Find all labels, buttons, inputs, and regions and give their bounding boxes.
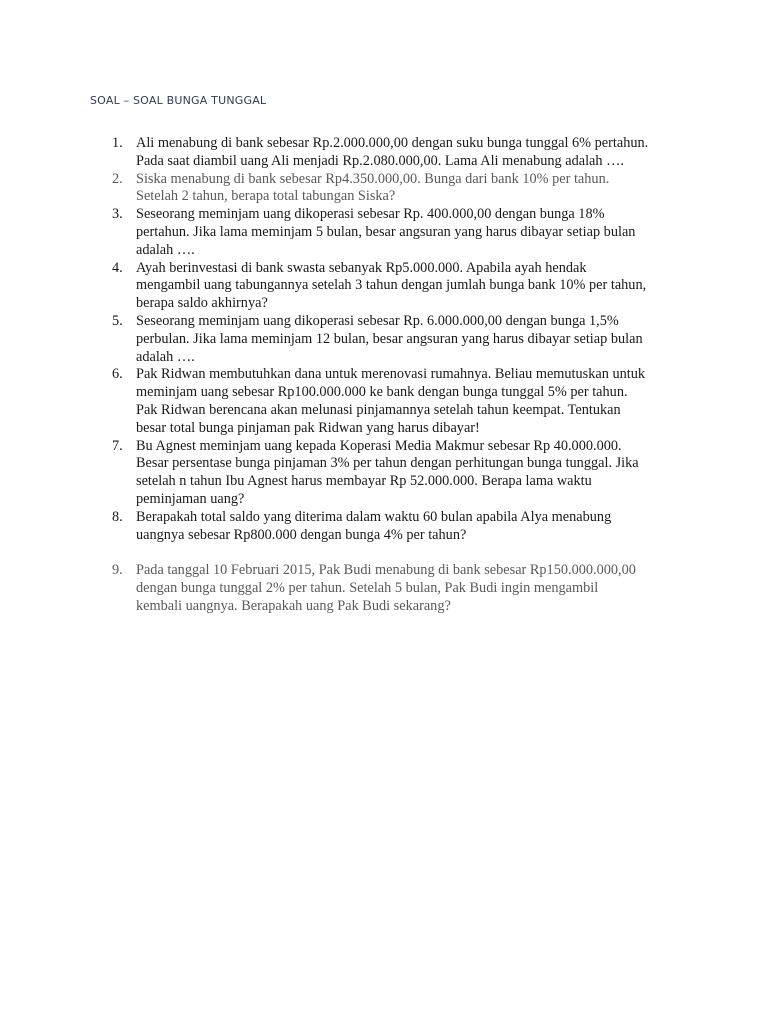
question-7 xyxy=(90,438,690,509)
question-text-line: peminjaman uang? xyxy=(136,490,245,507)
question-9 xyxy=(90,562,690,615)
question-3 xyxy=(90,206,690,259)
question-text-line: Ali menabung di bank sebesar Rp.2.000.000,00 dengan suku bunga tunggal 6% pertahun. xyxy=(136,135,649,151)
question-text-line: Pak Ridwan berencana akan melunasi pinjamannya setelah tahun keempat. Tentukan xyxy=(136,401,621,418)
question-text-line: Pak Ridwan membutuhkan dana untuk merenovasi rumahnya. Beliau memutuskan untuk xyxy=(136,366,646,383)
question-2 xyxy=(90,171,690,207)
question-number: 5. xyxy=(112,312,123,329)
question-number: 7. xyxy=(112,437,123,454)
question-8 xyxy=(90,509,690,545)
question-number: 4. xyxy=(112,259,123,276)
question-text-line: perbulan. Jika lama meminjam 12 bulan, besar angsuran yang harus dibayar setiap bulan xyxy=(136,330,643,347)
question-number: 1. xyxy=(112,135,123,151)
question-text-line: Seseorang meminjam uang dikoperasi sebesar Rp. 6.000.000,00 dengan bunga 1,5% xyxy=(136,312,619,329)
question-text-line: Siska menabung di bank sebesar Rp4.350.000,00. Bunga dari bank 10% per tahun. xyxy=(136,170,610,187)
question-text-line: mengambil uang tabungannya setelah 3 tahun dengan jumlah bunga bank 10% per tahun, xyxy=(136,277,647,294)
question-text-line: Besar persentase bunga pinjaman 3% per tahun dengan perhitungan bunga tunggal. Jika xyxy=(136,455,639,472)
question-text-line: dengan bunga tunggal 2% per tahun. Setelah 5 bulan, Pak Budi ingin mengambil xyxy=(136,580,599,597)
question-text-line: besar total bunga pinjaman pak Ridwan yang harus dibayar! xyxy=(136,419,480,436)
question-text-line: adalah …. xyxy=(136,348,195,365)
question-number: 3. xyxy=(112,206,123,223)
question-text-line: berapa saldo akhirnya? xyxy=(136,295,268,312)
question-number: 9. xyxy=(112,562,123,579)
question-4 xyxy=(90,260,690,313)
question-1 xyxy=(90,135,690,171)
question-text-line: Setelah 2 tahun, berapa total tabungan Siska? xyxy=(136,188,396,205)
question-text-line: meminjam uang sebesar Rp100.000.000 ke bank dengan bunga tunggal 5% per tahun. xyxy=(136,384,628,401)
question-6 xyxy=(90,366,690,437)
question-5 xyxy=(90,313,690,366)
question-text-line: kembali uangnya. Berapakah uang Pak Budi sekarang? xyxy=(136,597,451,614)
question-number: 6. xyxy=(112,366,123,383)
question-text-line: Bu Agnest meminjam uang kepada Koperasi Media Makmur sebesar Rp 40.000.000. xyxy=(136,437,622,454)
question-number: 8. xyxy=(112,508,123,525)
question-text-line: Ayah berinvestasi di bank swasta sebanyak Rp5.000.000. Apabila ayah hendak xyxy=(136,259,587,276)
question-text-line: uangnya sebesar Rp800.000 dengan bunga 4% per tahun? xyxy=(136,526,467,543)
question-number: 2. xyxy=(112,170,123,187)
question-text-line: Seseorang meminjam uang dikoperasi sebesar Rp. 400.000,00 dengan bunga 18% xyxy=(136,206,605,223)
question-text-line: pertahun. Jika lama meminjam 5 bulan, besar angsuran yang harus dibayar setiap bulan xyxy=(136,223,636,240)
question-text-line: Pada saat diambil uang Ali menjadi Rp.2.080.000,00. Lama Ali menabung adalah …. xyxy=(136,152,624,169)
question-text-line: adalah …. xyxy=(136,241,195,258)
document-title: SOAL – SOAL BUNGA TUNGGAL xyxy=(90,94,267,107)
question-text-line: Berapakah total saldo yang diterima dalam waktu 60 bulan apabila Alya menabung xyxy=(136,508,612,525)
question-text-line: setelah n tahun Ibu Agnest harus membayar Rp 52.000.000. Berapa lama waktu xyxy=(136,473,592,490)
question-text-line: Pada tanggal 10 Februari 2015, Pak Budi menabung di bank sebesar Rp150.000.000,00 xyxy=(136,562,636,579)
question-list xyxy=(90,135,690,616)
